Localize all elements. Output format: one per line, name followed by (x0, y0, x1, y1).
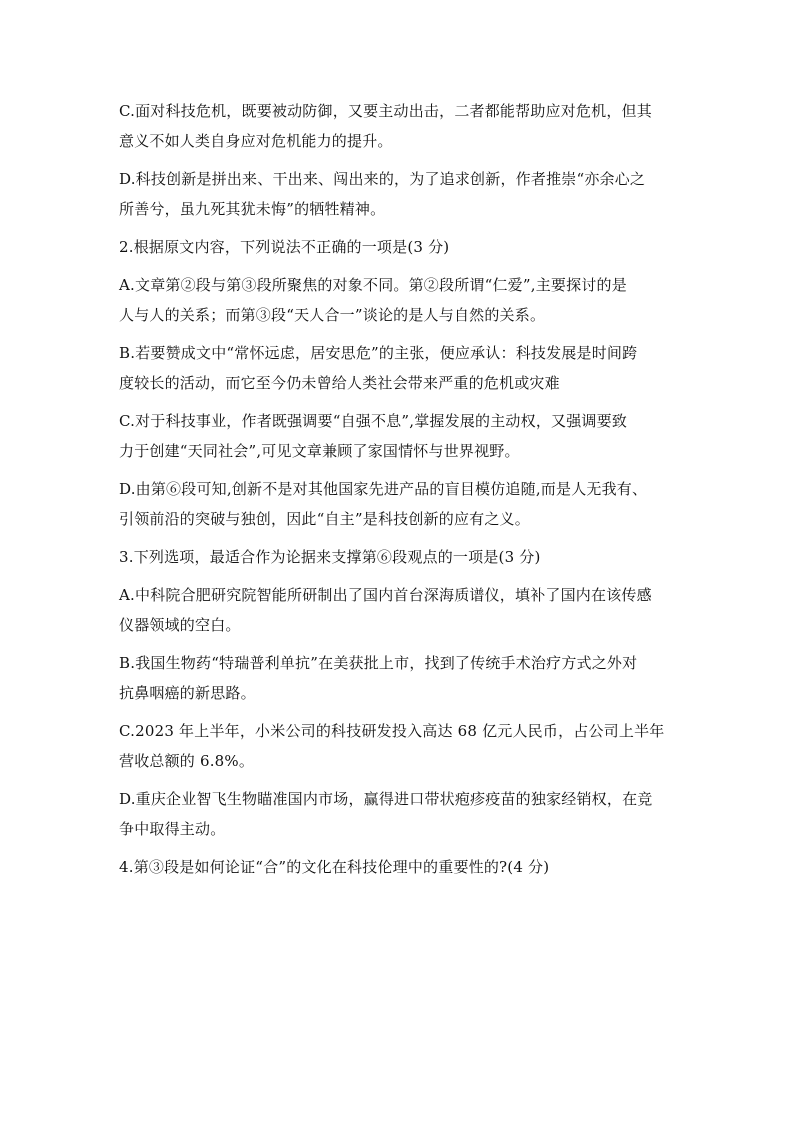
text-line: 2.根据原文内容，下列说法不正确的一项是(3 分) (119, 238, 450, 256)
answer-option (119, 338, 679, 398)
answer-option (119, 270, 679, 330)
text-line: C.2023 年上半年，小米公司的科技研发投入高达 68 亿元人民币，占公司上半年 (119, 722, 665, 740)
answer-option (119, 406, 679, 466)
text-line: 度较长的活动，而它至今仍未曾给人类社会带来严重的危机或灾难 (119, 374, 560, 392)
answer-option (119, 474, 679, 534)
question-text (119, 232, 679, 262)
answer-option (119, 716, 679, 776)
text-line: A.文章第②段与第③段所聚焦的对象不同。第②段所谓“仁爱”,主要探讨的是 (119, 276, 627, 294)
text-line: C.对于科技事业，作者既强调要“自强不息”,掌握发展的主动权，又强调要致 (119, 412, 628, 430)
answer-option (119, 648, 679, 708)
answer-option (119, 580, 679, 640)
answer-option (119, 96, 679, 156)
text-line: 争中取得主动。 (119, 820, 226, 838)
text-line: 营收总额的 6.8%。 (119, 752, 255, 770)
text-line: B.若要赞成文中“常怀远虑，居安思危”的主张，便应承认：科技发展是时间跨 (119, 344, 638, 362)
answer-option (119, 164, 679, 224)
question-text (119, 542, 679, 572)
text-line: B.我国生物药“特瑞普利单抗”在美获批上市，找到了传统手术治疗方式之外对 (119, 654, 638, 672)
text-line: D.科技创新是拼出来、干出来、闯出来的，为了追求创新，作者推崇“亦余心之 (119, 170, 646, 188)
text-line: 4.第③段是如何论证“合”的文化在科技伦理中的重要性的?(4 分) (119, 858, 550, 876)
question-text (119, 852, 679, 882)
text-line: 意义不如人类自身应对危机能力的提升。 (119, 132, 393, 150)
text-line: C.面对科技危机，既要被动防御，又要主动出击，二者都能帮助应对危机，但其 (119, 102, 652, 120)
text-line: A.中科院合肥研究院智能所研制出了国内首台深海质谱仪，填补了国内在该传感 (119, 586, 652, 604)
text-line: 抗鼻咽癌的新思路。 (119, 684, 256, 702)
text-line: D.重庆企业智飞生物瞄准国内市场，赢得进口带状疱疹疫苗的独家经销权，在竞 (119, 790, 653, 808)
text-line: 人与人的关系；而第③段“天人合一”谈论的是人与自然的关系。 (119, 306, 546, 324)
text-line: 引领前沿的突破与独创，因此“自主”是科技创新的应有之义。 (119, 510, 530, 528)
text-line: 力于创建“天同社会”,可见文章兼顾了家国情怀与世界视野。 (119, 442, 520, 460)
text-line: D.由第⑥段可知,创新不是对其他国家先进产品的盲目模仿追随,而是人无我有、 (119, 480, 648, 498)
text-line: 所善兮，虽九死其犹未悔”的牺牲精神。 (119, 200, 386, 218)
document-body (119, 96, 679, 890)
answer-option (119, 784, 679, 844)
text-line: 3.下列选项，最适合作为论据来支撑第⑥段观点的一项是(3 分) (119, 548, 541, 566)
text-line: 仪器领域的空白。 (119, 616, 241, 634)
